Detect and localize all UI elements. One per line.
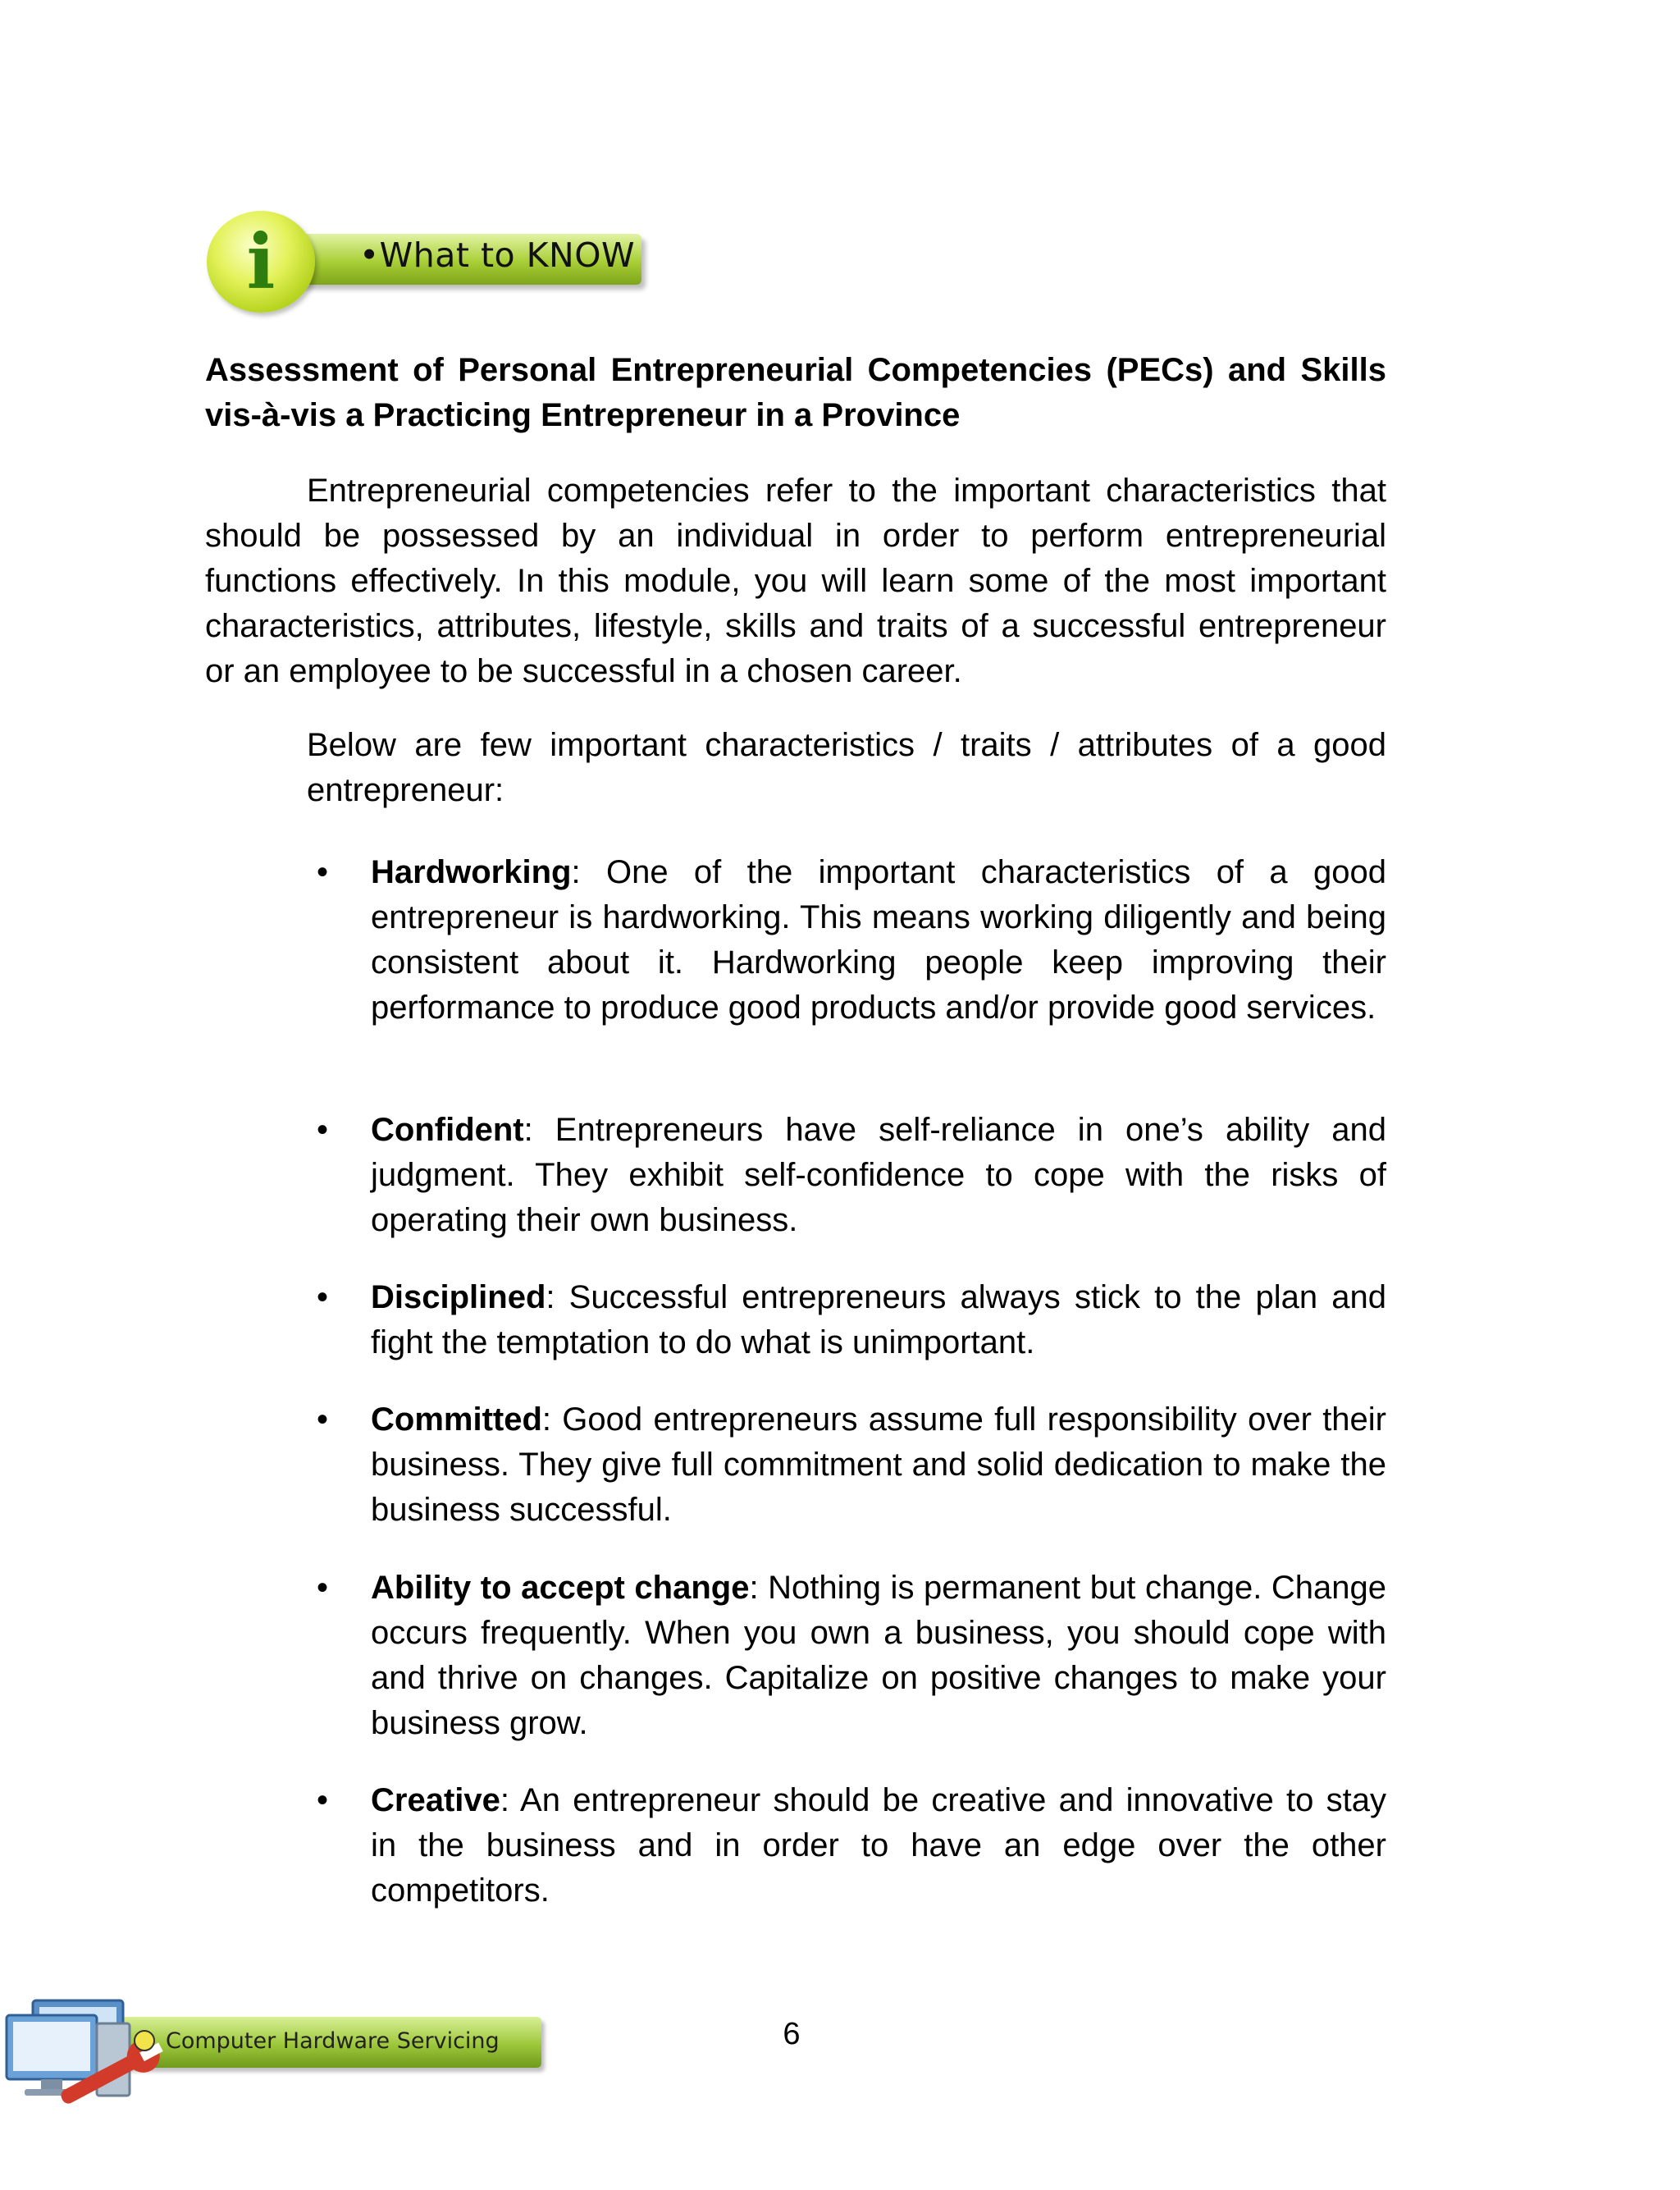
- list-item-term: Committed: [371, 1401, 542, 1438]
- list-item-description: : Successful entrepreneurs always stick to the plan and fight the temptation to do what is unimportant.: [371, 1279, 1386, 1360]
- list-item-text: [371, 1275, 1386, 1365]
- bullet-icon: •: [317, 1401, 329, 1438]
- list-item-text: [371, 850, 1386, 1031]
- list-item-description: : Entrepreneurs have self-reliance in one’s ability and judgment. They exhibit self-confidence to cope with the risks of operating their own business.: [371, 1112, 1386, 1238]
- banner-label: •What to KNOW: [359, 235, 636, 275]
- what-to-know-banner: [207, 209, 650, 314]
- list-item-term: Confident: [371, 1112, 524, 1148]
- list-item-text: [371, 1108, 1386, 1243]
- list-item-term: Disciplined: [371, 1279, 546, 1315]
- bullet-icon: •: [317, 854, 329, 890]
- page-number: 6: [783, 2017, 801, 2051]
- bullet-icon: •: [317, 1112, 329, 1148]
- list-item-term: Ability to accept change: [371, 1570, 750, 1606]
- list-item-description: : Nothing is permanent but change. Change occurs frequently. When you own a business, you should cope with and thrive on changes. Capitalize on positive changes to make your business grow.: [371, 1570, 1386, 1741]
- bullet-icon: •: [317, 1279, 329, 1315]
- intro-paragraph: Entrepreneurial competencies refer to the important characteristics that should be possessed by an individual in order to perform entrepreneurial functions effectively. In this module, you will learn some of the most important characteristics, attributes, lifestyle, skills and traits of a successful entrepreneur or an employee to be successful in a chosen career.: [205, 473, 1386, 689]
- list-intro: Below are few important characteristics / traits / attributes of a good entrepreneur:: [307, 727, 1386, 808]
- list-item-description: : One of the important characteristics of a good entrepreneur is hardworking. This means working diligently and being consistent about it. Hardworking people keep improving their performance to produce good products and/or provide good services.: [371, 854, 1386, 1026]
- computer-wrench-icon: [0, 1994, 189, 2109]
- footer-logo: [0, 1994, 558, 2109]
- section-title: Assessment of Personal Entrepreneurial Competencies (PECs) and Skills vis-à-vis a Practicing Entrepreneur in a Province: [205, 352, 1386, 433]
- list-item-text: [371, 1397, 1386, 1533]
- bullet-icon: •: [317, 1570, 329, 1606]
- list-item-description: : An entrepreneur should be creative and innovative to stay in the business and in order to have an edge over the other competitors.: [371, 1782, 1386, 1909]
- list-item-text: [371, 1778, 1386, 1913]
- info-icon-glyph: i: [246, 217, 276, 306]
- list-item-text: [371, 1566, 1386, 1746]
- footer-logo-label: Computer Hardware Servicing: [166, 2028, 500, 2054]
- list-item-description: : Good entrepreneurs assume full responsibility over their business. They give full commitment and solid dedication to make the business successful.: [371, 1401, 1386, 1528]
- bullet-icon: •: [317, 1782, 329, 1818]
- list-item-term: Creative: [371, 1782, 500, 1818]
- list-item-term: Hardworking: [371, 854, 572, 890]
- info-icon: [207, 211, 315, 313]
